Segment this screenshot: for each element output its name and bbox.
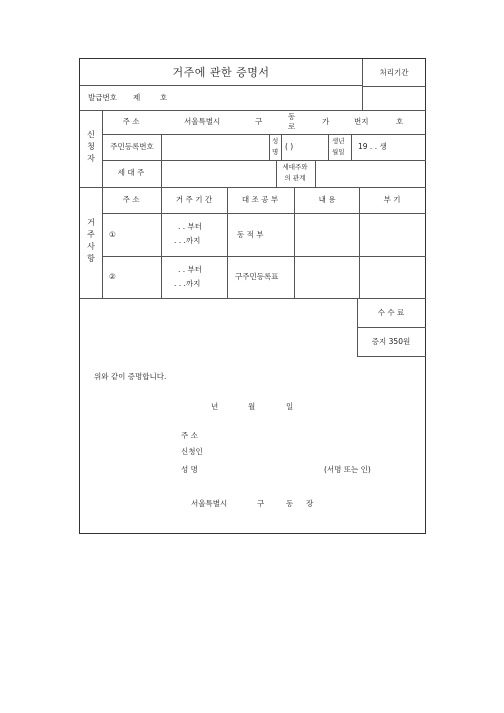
date-year: 년 (211, 402, 219, 411)
line-birth-label-right (351, 134, 352, 160)
applicant-address-ho: 호 (396, 117, 404, 126)
certify-text: 위와 같이 증명합니다. (94, 372, 167, 381)
signer-name-label: 성 명 (181, 465, 198, 474)
signer-applicant-label: 신청인 (181, 447, 203, 456)
authority-city: 서울특별시 (191, 499, 228, 508)
residence-col-content: 내 용 (318, 195, 336, 204)
line-applicant-row2 (102, 160, 426, 161)
form-title: 거주에 관한 증명서 (172, 66, 270, 79)
authority-jang: 장 (306, 499, 314, 508)
issue-number-ho: 호 (160, 93, 168, 102)
line-applicant-bottom (80, 187, 426, 188)
line-birth-label-left (328, 134, 329, 160)
relation-label-top: 세대주와 (282, 163, 308, 171)
date-day: 일 (286, 402, 294, 411)
name-label-top: 성 (272, 137, 279, 145)
residence-col-address: 주 소 (122, 195, 140, 204)
residence-row2-to: . . .까지 (174, 279, 201, 288)
residence-row1-to: . . .까지 (174, 236, 201, 245)
line-residence-col1 (161, 187, 162, 298)
fee-value: 증지 350원 (371, 337, 411, 346)
birth-label-bottom: 월일 (332, 148, 345, 156)
residence-row2-num: ② (109, 272, 116, 281)
line-residence-col4 (359, 187, 360, 298)
date-month: 월 (248, 402, 256, 411)
line-residence-col2 (227, 187, 228, 298)
name-label-bottom: 명 (272, 148, 279, 156)
residence-col-ledger: 대 조 공 부 (241, 195, 279, 204)
line-period-col (362, 59, 363, 110)
residence-row2-from: . . 부터 (178, 265, 203, 274)
issue-number-label: 발급번호 (88, 93, 117, 102)
line-issue-bottom (80, 110, 426, 111)
applicant-address-city: 서울특별시 (184, 117, 221, 126)
applicant-section-label: 신청자 (87, 130, 95, 163)
residence-certificate-form (79, 58, 426, 534)
fee-label: 수 수 료 (377, 308, 405, 317)
resident-number-label: 주민등록번호 (110, 142, 154, 151)
line-section-col (102, 110, 103, 298)
line-name-label-left (269, 134, 270, 160)
applicant-address-dong: 동 (288, 112, 296, 121)
residence-col-remarks: 부 기 (383, 195, 401, 204)
applicant-address-ga: 가 (322, 117, 330, 126)
line-residence-header (102, 213, 426, 214)
line-relation-left (276, 160, 277, 187)
residence-row1-ledger: 동 적 부 (237, 230, 264, 239)
line-fee-mid (357, 327, 426, 328)
signer-address-label: 주 소 (181, 431, 198, 440)
issue-number-je: 제 (133, 93, 141, 102)
birth-label-top: 생년 (332, 137, 345, 145)
applicant-address-ro: 로 (288, 122, 296, 131)
applicant-address-bunji: 번지 (354, 117, 369, 126)
applicant-address-gu: 구 (255, 117, 263, 126)
line-period-split (362, 86, 426, 87)
line-residence-col3 (294, 187, 295, 298)
line-title-bottom (80, 85, 362, 86)
line-residence-row1 (102, 256, 426, 257)
birth-value: 19 . . 생 (358, 142, 387, 151)
line-residence-bottom (80, 298, 426, 299)
authority-gu: 구 (257, 499, 265, 508)
relation-label-bottom: 의 관계 (284, 174, 306, 182)
householder-label: 세 대 주 (117, 168, 145, 177)
applicant-address-label: 주 소 (122, 117, 140, 126)
residence-row2-ledger: 구주민등록표 (235, 272, 279, 281)
authority-dong: 동 (286, 499, 294, 508)
line-fee-bottom (357, 356, 426, 357)
residence-section-label: 거주사항 (87, 218, 95, 263)
residence-col-period: 거 주 기 간 (175, 195, 213, 204)
line-relation-right (315, 160, 316, 187)
line-applicant-row1 (102, 134, 426, 135)
signer-sign-note: (서명 또는 인) (324, 465, 371, 474)
line-applicant-label-col (161, 134, 162, 187)
line-name-label-right (281, 134, 282, 160)
name-paren: ( ) (285, 142, 294, 151)
line-fee-col (357, 298, 358, 356)
residence-row1-from: . . 부터 (178, 222, 203, 231)
processing-period-label: 처리기간 (379, 68, 409, 77)
residence-row1-num: ① (109, 230, 116, 239)
